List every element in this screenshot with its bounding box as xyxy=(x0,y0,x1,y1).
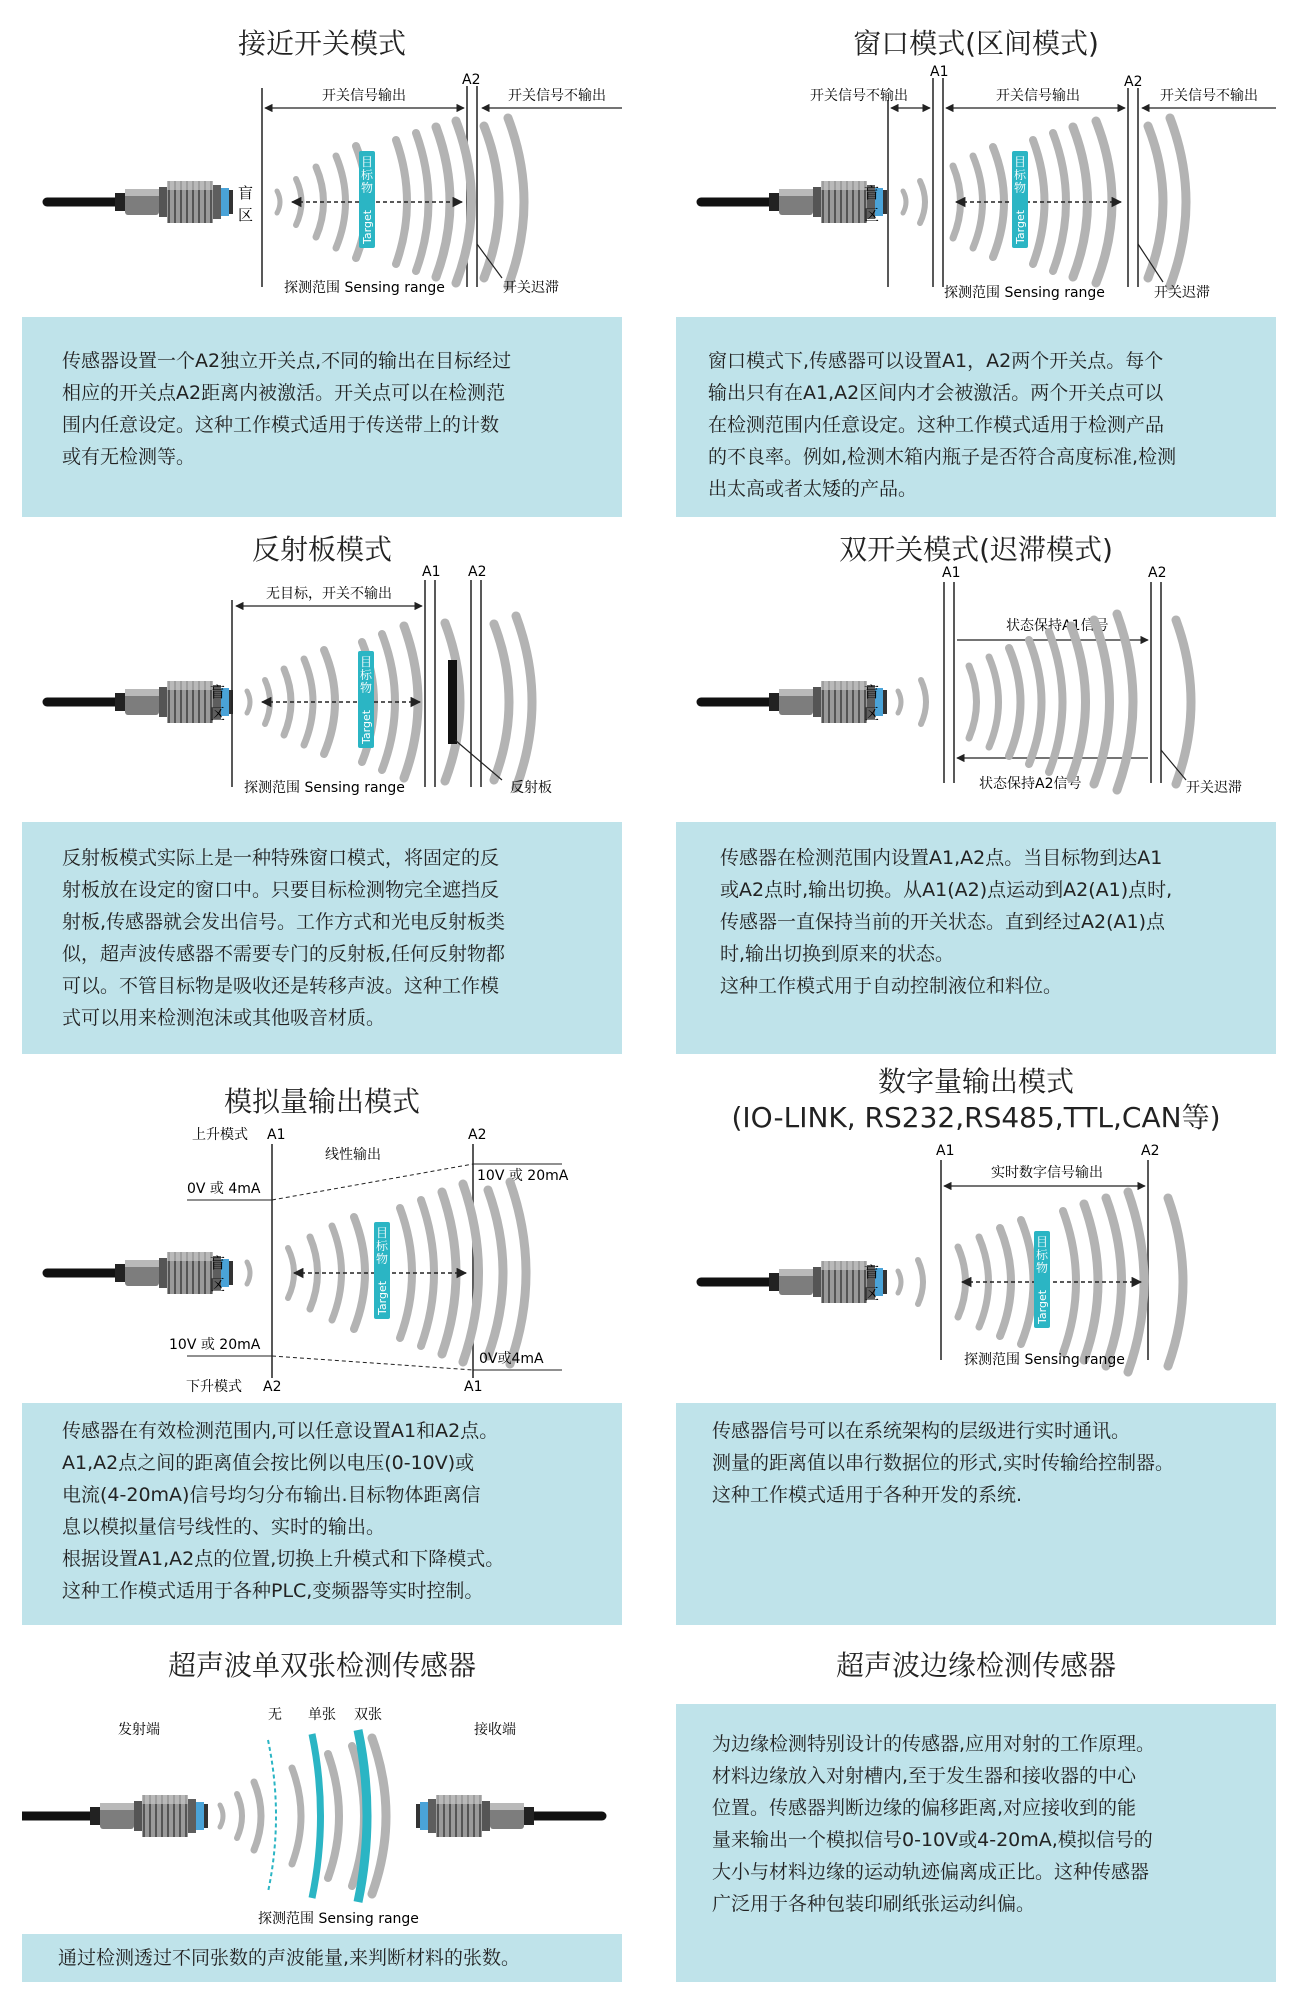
blind-zone-label: 盲 xyxy=(864,683,880,701)
target-cn-label: 目 xyxy=(1013,155,1027,169)
description-line: 电流(4-20mA)信号均匀分布输出.目标物体距离信 xyxy=(62,1484,481,1506)
a1-label: A1 xyxy=(930,64,949,80)
output-label: 开关信号输出 xyxy=(996,88,1080,104)
description-line: 出太高或者太矮的产品。 xyxy=(708,478,918,500)
description-line: 输出只有在A1,A2区间内才会被激活。两个开关点可以 xyxy=(708,382,1164,404)
sensor-icon xyxy=(47,681,233,723)
hysteresis-label: 开关迟滞 xyxy=(503,280,559,296)
rise-mode-label: 上升模式 xyxy=(192,1127,248,1143)
target-cn-label: 目 xyxy=(375,1226,389,1240)
target-en-label: Target xyxy=(360,709,373,744)
description-line: 位置。传感器判断边缘的偏移距离,对应接收到的能 xyxy=(712,1797,1137,1819)
realtime-label: 实时数字信号输出 xyxy=(991,1165,1103,1181)
panel-title: 双开关模式(迟滞模式) xyxy=(839,533,1113,566)
panel-title: 反射板模式 xyxy=(251,533,392,566)
description-box xyxy=(676,1704,1276,1982)
sensor-icon xyxy=(47,1252,233,1294)
panel-dual-switch-mode xyxy=(676,520,1276,1060)
panel-double-sheet-sensor xyxy=(22,1630,622,1996)
target-en-label: Target xyxy=(361,209,374,244)
reflector-label: 反射板 xyxy=(510,780,552,796)
v0-4ma-label: 0V 或 4mA xyxy=(187,1181,261,1197)
output-label: 开关信号输出 xyxy=(322,88,406,104)
double-label: 双张 xyxy=(354,1707,382,1723)
v0-4ma-right-label: 0V或4mA xyxy=(479,1351,544,1367)
panel-window-mode xyxy=(676,0,1276,520)
a1-label: A1 xyxy=(942,565,961,581)
none-label: 无 xyxy=(268,1707,282,1723)
description-box xyxy=(676,822,1276,1054)
fall-mode-label: 下升模式 xyxy=(186,1379,242,1395)
reflector-plate xyxy=(448,660,457,744)
hold-a2-label: 状态保持A2信号 xyxy=(979,776,1082,792)
receiver-label: 接收端 xyxy=(474,1722,516,1738)
blind-zone-label: 盲 xyxy=(864,184,880,202)
a2-label: A2 xyxy=(1124,74,1143,90)
panel-title: 接近开关模式 xyxy=(237,27,406,60)
description-line: 射板,传感器就会发出信号。工作方式和光电反射板类 xyxy=(62,911,506,933)
description-box xyxy=(22,822,622,1054)
window-diagram xyxy=(676,0,1276,310)
description-line: 传感器一直保持当前的开关状态。直到经过A2(A1)点 xyxy=(720,911,1165,933)
v10-20ma-right-label: 10V 或 20mA xyxy=(477,1168,569,1184)
reflector-pointer xyxy=(455,740,502,780)
target-en-label: Target xyxy=(1036,1289,1049,1324)
hold-a1-label: 状态保持A1信号 xyxy=(1006,618,1109,634)
blind-zone-label: 区 xyxy=(864,206,880,224)
description-line: 传感器在检测范围内设置A1,A2点。当目标物到达A1 xyxy=(720,847,1163,869)
linear-label: 线性输出 xyxy=(325,1147,381,1163)
blind-zone-label: 区 xyxy=(864,705,880,723)
description-line: 量来输出一个模拟信号0-10V或4-20mA,模拟信号的 xyxy=(712,1829,1153,1851)
description-line: 时,输出切换到原来的状态。 xyxy=(720,943,955,965)
a2-label: A2 xyxy=(1141,1143,1160,1159)
single-label: 单张 xyxy=(308,1707,336,1723)
description-box xyxy=(22,317,622,517)
dual-switch-diagram xyxy=(676,520,1276,820)
blind-zone-label: 盲 xyxy=(210,683,226,701)
description-box xyxy=(676,317,1276,517)
target-cn-label: 标 xyxy=(359,668,373,682)
a1-label: A1 xyxy=(936,1143,955,1159)
description-box xyxy=(22,1403,622,1625)
none-sheet xyxy=(268,1740,276,1892)
analog-diagram xyxy=(22,1060,622,1400)
description-line: 反射板模式实际上是一种特殊窗口模式，将固定的反 xyxy=(62,847,500,869)
description-line: 围内任意设定。这种工作模式适用于传送带上的计数 xyxy=(62,414,500,436)
sensor-icon xyxy=(47,181,233,223)
blind-zone-label: 盲 xyxy=(210,1254,226,1272)
description-line: 大小与材料边缘的运动轨迹偏离成正比。这种传感器 xyxy=(712,1861,1150,1883)
target-cn-label: 标 xyxy=(1013,168,1027,182)
description-line: 相应的开关点A2距离内被激活。开关点可以在检测范 xyxy=(62,382,506,404)
target-cn-label: 物 xyxy=(375,1252,389,1266)
a1-bottom-label: A1 xyxy=(464,1379,483,1395)
emitter-sensor-icon xyxy=(22,1795,208,1837)
v10-20ma-left-label: 10V 或 20mA xyxy=(169,1337,261,1353)
target-cn-label: 标 xyxy=(360,168,374,182)
double-sheet xyxy=(358,1730,367,1902)
target-cn-label: 目 xyxy=(1035,1235,1049,1249)
digital-diagram xyxy=(676,1060,1276,1400)
single-sheet xyxy=(312,1734,321,1898)
blind-zone-label: 盲 xyxy=(238,184,254,202)
description-line: 传感器在有效检测范围内,可以任意设置A1和A2点。 xyxy=(62,1420,499,1442)
description-box xyxy=(676,1403,1276,1625)
sensing-range-label: 探测范围 Sensing range xyxy=(258,1911,419,1927)
target-cn-label: 物 xyxy=(360,181,374,195)
blind-zone-label: 盲 xyxy=(864,1263,880,1281)
panel-title: 数字量输出模式 xyxy=(877,1065,1074,1098)
a2-label: A2 xyxy=(468,564,487,580)
sensor-icon xyxy=(701,181,887,223)
emitter-label: 发射端 xyxy=(118,1722,160,1738)
description-line: 广泛用于各种包装印刷纸张运动纠偏。 xyxy=(712,1893,1036,1915)
description-line: 的不良率。例如,检测木箱内瓶子是否符合高度标准,检测 xyxy=(708,446,1177,468)
panel-title: 超声波单双张检测传感器 xyxy=(167,1649,476,1682)
sensor-icon xyxy=(701,681,887,723)
description-line: 传感器设置一个A2独立开关点,不同的输出在目标经过 xyxy=(62,350,512,372)
description-line: 似，超声波传感器不需要专门的反射板,任何反射物都 xyxy=(62,943,506,965)
target-en-label: Target xyxy=(1014,209,1027,244)
sensing-range-label: 探测范围 Sensing range xyxy=(244,780,405,796)
target-cn-label: 目 xyxy=(359,655,373,669)
description-line: 测量的距离值以串行数据位的形式,实时传输给控制器。 xyxy=(712,1452,1175,1474)
double-sheet-diagram xyxy=(22,1630,622,1930)
description-line: 射板放在设定的窗口中。只要目标检测物完全遮挡反 xyxy=(62,879,500,901)
no-output-label: 开关信号不输出 xyxy=(508,88,606,104)
a1-label: A1 xyxy=(422,564,441,580)
description-line: A1,A2点之间的距离值会按比例以电压(0-10V)或 xyxy=(62,1452,475,1474)
description-line: 这种工作模式适用于各种开发的系统. xyxy=(712,1484,1023,1506)
panel-analog-output-mode xyxy=(22,1060,622,1630)
description-line: 式可以用来检测泡沫或其他吸音材质。 xyxy=(62,1007,386,1029)
sensing-range-label: 探测范围 Sensing range xyxy=(944,285,1105,301)
receiver-sensor-icon xyxy=(416,1795,602,1837)
target-cn-label: 标 xyxy=(375,1239,389,1253)
panel-subtitle: (IO-LINK, RS232,RS485,TTL,CAN等) xyxy=(731,1101,1221,1134)
target-cn-label: 标 xyxy=(1035,1248,1049,1262)
no-output-left-label: 开关信号不输出 xyxy=(810,88,908,104)
description-line: 或有无检测等。 xyxy=(62,446,196,468)
description-line: 根据设置A1,A2点的位置,切换上升模式和下降模式。 xyxy=(62,1548,505,1570)
hysteresis-label: 开关迟滞 xyxy=(1186,780,1242,796)
description-line: 材料边缘放入对射槽内,至于发生器和接收器的中心 xyxy=(712,1765,1137,1787)
description-box xyxy=(22,1934,622,1982)
a2-bottom-label: A2 xyxy=(263,1379,282,1395)
proximity-diagram xyxy=(22,0,622,310)
description-line: 在检测范围内任意设定。这种工作模式适用于检测产品 xyxy=(708,414,1165,436)
description-line: 为边缘检测特别设计的传感器,应用对射的工作原理。 xyxy=(712,1733,1156,1755)
sensing-range-label: 探测范围 Sensing range xyxy=(964,1352,1125,1368)
no-target-label: 无目标，开关不输出 xyxy=(266,586,392,602)
panel-edge-detection-sensor xyxy=(676,1630,1276,1996)
wave-arcs xyxy=(903,118,1186,286)
a2-label: A2 xyxy=(1148,565,1167,581)
a2-label: A2 xyxy=(462,72,481,88)
a1-top-label: A1 xyxy=(267,1127,286,1143)
description-line: 通过检测透过不同张数的声波能量,来判断材料的张数。 xyxy=(58,1947,521,1969)
panel-title: 模拟量输出模式 xyxy=(223,1085,420,1118)
description-line: 或A2点时,输出切换。从A1(A2)点运动到A2(A1)点时, xyxy=(720,879,1173,901)
hysteresis-label: 开关迟滞 xyxy=(1154,285,1210,301)
sensor-icon xyxy=(701,1261,887,1303)
description-line: 传感器信号可以在系统架构的层级进行实时通讯。 xyxy=(712,1420,1131,1442)
target-en-label: Target xyxy=(376,1280,389,1315)
panel-proximity-mode xyxy=(22,0,622,520)
panel-title: 超声波边缘检测传感器 xyxy=(835,1649,1116,1682)
target-cn-label: 目 xyxy=(360,155,374,169)
panel-reflector-mode xyxy=(22,520,622,1060)
description-line: 这种工作模式适用于各种PLC,变频器等实时控制。 xyxy=(62,1580,484,1602)
description-line: 可以。不管目标物是吸收还是转移声波。这种工作模 xyxy=(62,975,500,997)
blind-zone-label: 区 xyxy=(238,206,254,224)
a2-top-label: A2 xyxy=(468,1127,487,1143)
target-cn-label: 物 xyxy=(359,681,373,695)
description-line: 息以模拟量信号线性的、实时的输出。 xyxy=(62,1516,386,1538)
blind-zone-label: 区 xyxy=(210,1276,226,1294)
description-line: 这种工作模式用于自动控制液位和料位。 xyxy=(720,975,1063,997)
panel-title: 窗口模式(区间模式) xyxy=(853,27,1099,60)
description-line: 窗口模式下,传感器可以设置A1，A2两个开关点。每个 xyxy=(708,350,1164,372)
panel-digital-output-mode xyxy=(676,1060,1276,1630)
target-cn-label: 物 xyxy=(1013,181,1027,195)
reflector-diagram xyxy=(22,520,622,820)
no-output-right-label: 开关信号不输出 xyxy=(1160,88,1258,104)
target-cn-label: 物 xyxy=(1035,1261,1049,1275)
blind-zone-label: 区 xyxy=(210,705,226,723)
sensing-range-label: 探测范围 Sensing range xyxy=(284,280,445,296)
blind-zone-label: 区 xyxy=(864,1285,880,1303)
